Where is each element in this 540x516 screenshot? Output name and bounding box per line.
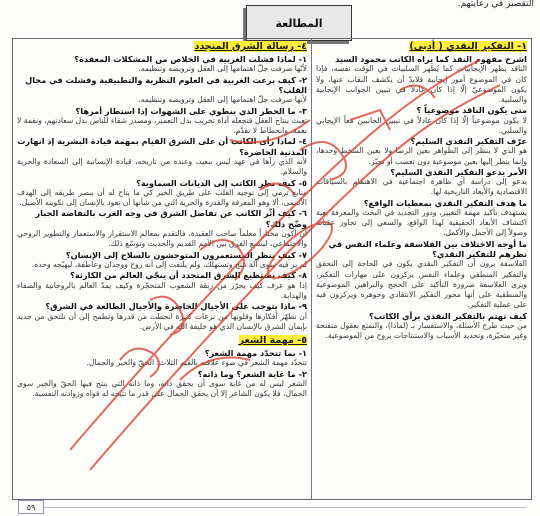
footer-divider (44, 507, 526, 508)
section-title-poetry-mission: ٥- مهمة الشعر (238, 334, 307, 346)
question: عرّف التفكير النقدي السليم؟ (410, 136, 527, 147)
answer-text: منابع ترمي إلى توجيه القلب على طريق الخير كي ما يتاح له أن يبصر طريقه إلى الهدف الأسمى، ألا وهو المعرفة والقدرة والحرية التي من شأنها أن تعود بالإنسان إلى تكوينه الأصيل. (17, 188, 307, 208)
answer-text: إذا هو عرف كيف يحرّر من رِبقة الشعوب المتحجّرة وكيف يمدّ العالم بالروحانية والصفاء والهداية. (17, 280, 307, 300)
question: ٢- كيف برعت الغربية في العلوم النظرية والتطبيقية وفشلت في مجال القلب؟ (25, 74, 307, 96)
answer-text: ان أكون مختاراً معلماً صاحب العقيدة، فالتقدم بمعالم الاستقرار والاستعمار والتطوير الروحي والاجتماعي، ليتسع الفرق بين الأمم القديم والحديث وتوسّع ذلك. (17, 229, 307, 249)
question: متى يكون الناقد موضوعياً ؟ (416, 105, 527, 116)
answer-text: لأنها صرفت جلّ اهتمامها إلى العقل وترويضه وتنظيمه. (138, 95, 307, 105)
answer-text: من حيث طرح الأسئلة، والاستفسار بـ (لماذا)، والتمتع بعقول متفتحة وغير متحيّزة، وتحديد الأسباب والاستنتاجات بروح من الموضوعية. (316, 320, 527, 341)
answer-text: الشعر ليس له من غاية سوى أن يحقق ذاته، وما ذاته التي ينتج فيها الحقّ والخير سوى الجمال، فلا يكون الشاعر إلا أن يحقق الجمال على قدر ما تتيحه له قواه وزوادته النفسية. (17, 378, 307, 399)
answer-text: الناقد يظهر الإيجابيات كما يُظهر السلبيات في الوقت نفسه، فإذا كان في الموضوع أمور إيجابية فلابدّ أن يكشف النقاب عنها، ولا يكون الموضوعيّ إلّا إذا كان عادلاً في تبيين الجوانب الإيجابية والسلبية. (316, 64, 527, 105)
answer-text: لأنه الذي رآها في عهد ليس ببعيد، وعنده من تاريخه، قيادة الإنسانية إلى السعادة والحرية والسلام. (17, 157, 307, 177)
content-frame (12, 38, 532, 500)
question: اشرح مفهوم النقد كما يراه الكاتب محمود السيد (335, 54, 527, 64)
question: ١- بما تتحدّد مهمة الشعر؟ (204, 347, 307, 358)
left-items (17, 54, 307, 332)
question: ٣- ما الخطر الذي ينطوي على الشهوات إذا استطار أمرها؟ (75, 105, 307, 116)
question: ١- لماذا فشلت الغربية في الخلاص من المشكلات المعقدة؟ (74, 54, 307, 64)
question: ٨- كيف يستطيع الشرق المتجدد أن ينجّي العالم من الكارثة؟ (70, 270, 307, 281)
page-title: المطالعة (246, 5, 352, 41)
answer-text: لأنّها صرفت جلّ اهتمامها إلى العقل وترويضه وتنظيمه. (138, 64, 307, 74)
answer-text: لم ير فيه سوى آلة تنتج وتستهلك، ولم يلتفت إلى أنه روح ووجدان وعاطفة، ليهيّجه وحده. (31, 260, 307, 270)
question: ٢- ما غاية الشعر؟ وما ذاته؟ (197, 368, 307, 379)
answer-text: أن تطهّر أفكارها وقلوبها من نزعات كثيرة انحطت من قدرها وتطمح إلى أن تلتحق من جديد بإيمان الشرق بالإنسان الذي هو خليفة الله في الأرض. (17, 311, 307, 331)
answer-text: تعبث بنتاج العقل فتجعله أداة تخريب بدل التعمير، ومصدر شقاء للناس بدل سعادتهم، ونقمة لا نعمة، وانحطاط لا تقدّم. (17, 116, 307, 136)
previous-page-tail: التقصير في رعايتهم. (457, 0, 534, 9)
question: ما هدف التفكير النقدي بمعطيات الواقع؟ (363, 197, 527, 208)
section-title-renewed-east: ٤- رسالة الشرق المتجدد (194, 41, 307, 52)
right-column (311, 39, 531, 499)
answer-text: يدعو إلى دراسة أي ظاهرة اجتماعية في الاهتمام بالسياقات الاقتصادية والأبعاد التاريخية لها. (316, 177, 527, 197)
question: ٩- ماذا يتوجب على الأجيال الحاضرة والأجيال الطالعة في الشرق؟ (45, 301, 307, 312)
question: كيف تهتم بالتفكير النقدي برأي الكاتب؟ (368, 310, 527, 321)
answer-text: لا يكون موضوعياً إلّا إذا كان عادلاً في تبيين الجانبين معاً الإيجابي والسلبي. (316, 115, 527, 135)
question: ما أوجه الاختلاف بين الفلاسفة وعلماء النفس في نظرهم للتفكير النقدي؟ (328, 238, 527, 260)
question: ٥- كيف نظر الكاتب إلى الديانات السماوية؟ (136, 177, 307, 188)
page-number: ٥٩ (18, 500, 44, 514)
left-items-2 (17, 348, 307, 399)
answer-text: يستهدف تأكيد مهمة التغيير، ودور التجديد في البحث والمعرفة بغية اكتشاف الأبعاد الحقيقية لهذا الواقع، والسعي إلى تجاوز عقباته وصولاً إلى الأجمل والأكمل. (316, 208, 527, 238)
section-title-critical-thinking: ١- التفكير النقدي ( أدبي) (409, 41, 527, 52)
answer-text: تتحدّد مهمة الشعر في ضوء علاقته بالقيم الثلاث: الحقّ والخير والجمال. (86, 358, 307, 368)
question: الأمر يدعو التفكير النقدي السليم؟ (390, 166, 527, 177)
question: ٦- كيف أثّر الكاتب عن تفاضل الشرق في وجه الغرب بالتفاضة الجبار وضّح ذلك؟ (35, 208, 307, 229)
answer-text: الفلاسفة يرون أن التفكير النقدي يكون في الحاجة إلى التحقق والتفكير المنطقي وعلماء النفس يركزون على مهارات التفكير، ويرى الفلاسفة ضرورة التأكيد على الحجج والبراهين الموضوعية والمنطقية على أنها محور التفكير الانتقادي وجوهره ويركزون فيه على عملية التفكير. (316, 259, 527, 310)
left-column (13, 39, 311, 499)
question: ٤- لماذا رأى الكاتب أن على الشرق القيام بمهمة قيادة البشرية إذ انهارت المدنية الحاضرة؟ (17, 136, 307, 157)
question: ٧- كيف ينظر المستعمرون المتوحشون بالسلاح إلى الإنسان؟ (65, 249, 307, 260)
answer-text: هو الذي لا ينظر إلى الظواهر بعين الرضا ولا بعين السُخط وحدها، وإنما ينظر إليها بعين موضوعية دون تعصب أو تحيّز. (316, 146, 527, 166)
right-items (316, 54, 527, 341)
